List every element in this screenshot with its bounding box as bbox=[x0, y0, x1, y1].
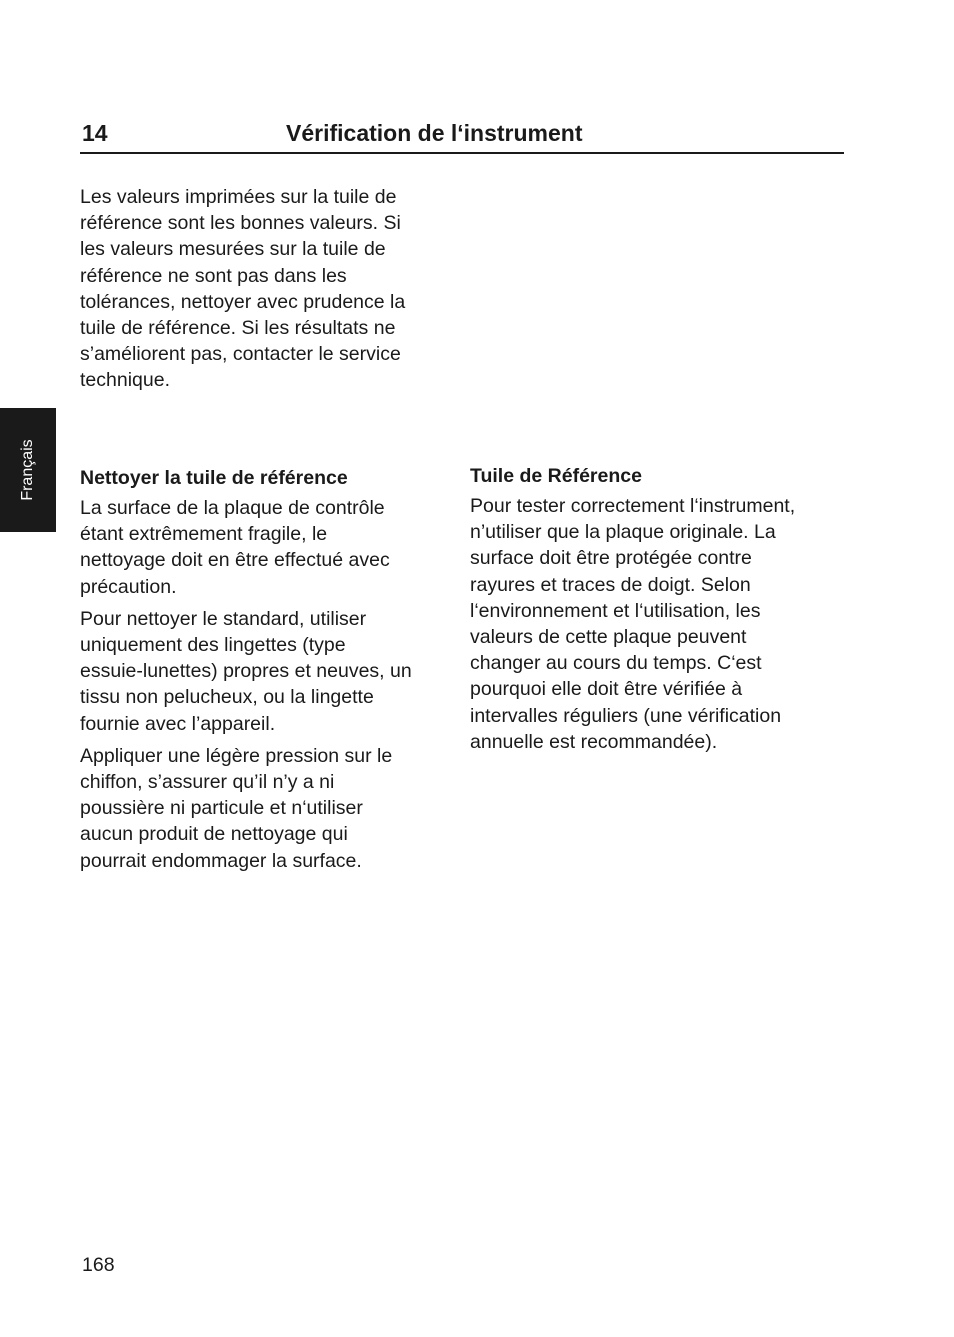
paragraph bbox=[80, 606, 455, 737]
chapter-title: Vérification de l‘instrument bbox=[286, 120, 583, 146]
text-line: pourrait endommager la surface. bbox=[80, 849, 362, 872]
text-line: s’améliorent pas, contacter le service bbox=[80, 343, 401, 366]
chapter-number: 14 bbox=[82, 120, 108, 146]
text-line: Pour tester correctement l‘instrument, bbox=[470, 495, 796, 517]
text-line: Appliquer une légère pression sur le bbox=[80, 744, 393, 767]
text-line: changer au cours du temps. C‘est bbox=[470, 652, 762, 675]
text-line: Les valeurs imprimées sur la tuile de bbox=[80, 186, 397, 208]
text-line: fournie avec l’appareil. bbox=[80, 712, 276, 735]
section-heading: Tuile de Référence bbox=[470, 465, 642, 487]
text-line: uniquement des lingettes (type bbox=[80, 634, 346, 657]
text-line: essuie-lunettes) propres et neuves, un bbox=[80, 660, 412, 683]
text-line: technique. bbox=[80, 369, 170, 392]
language-tab-label: Français bbox=[19, 439, 36, 501]
text-line: étant extrêmement fragile, le bbox=[80, 523, 328, 546]
text-line: les valeurs mesurées sur la tuile de bbox=[80, 238, 386, 261]
text-line: nettoyage doit en être effectué avec bbox=[80, 549, 390, 572]
text-line: référence sont les bonnes valeurs. Si bbox=[80, 212, 401, 235]
text-line: poussière ni particule et n‘utiliser bbox=[80, 797, 363, 820]
text-line: tissu non pelucheux, ou la lingette bbox=[80, 686, 374, 709]
text-line: annuelle est recommandée). bbox=[470, 730, 718, 753]
text-line: aucun produit de nettoyage qui bbox=[80, 823, 348, 846]
section-heading: Nettoyer la tuile de référence bbox=[80, 467, 348, 489]
text-line: La surface de la plaque de contrôle bbox=[80, 497, 385, 519]
cleaning-section bbox=[80, 465, 455, 880]
text-line: tolérances, nettoyer avec prudence la bbox=[80, 290, 406, 313]
text-line: surface doit être protégée contre bbox=[470, 547, 752, 570]
text-line: rayures et traces de doigt. Selon bbox=[470, 573, 751, 596]
paragraph bbox=[470, 493, 845, 755]
text-line: intervalles réguliers (une vérification bbox=[470, 704, 782, 727]
text-line: tuile de référence. Si les résultats ne bbox=[80, 317, 396, 340]
page-number: 168 bbox=[82, 1254, 115, 1276]
intro-paragraph bbox=[80, 184, 455, 394]
paragraph bbox=[80, 495, 455, 600]
text-line: référence ne sont pas dans les bbox=[80, 264, 347, 287]
intro-text bbox=[80, 184, 455, 400]
text-line: pourquoi elle doit être vérifiée à bbox=[470, 678, 743, 701]
text-line: précaution. bbox=[80, 575, 177, 598]
text-line: l‘environnement et l‘utilisation, les bbox=[470, 599, 761, 622]
reference-tile-section bbox=[470, 463, 845, 761]
language-tab bbox=[0, 408, 56, 532]
text-line: valeurs de cette plaque peuvent bbox=[470, 626, 747, 649]
paragraph bbox=[80, 743, 455, 874]
page-header bbox=[80, 118, 844, 154]
text-line: n’utiliser que la plaque originale. La bbox=[470, 521, 776, 544]
text-line: chiffon, s’assurer qu’il n’y a ni bbox=[80, 771, 335, 794]
text-line: Pour nettoyer le standard, utiliser bbox=[80, 607, 367, 630]
